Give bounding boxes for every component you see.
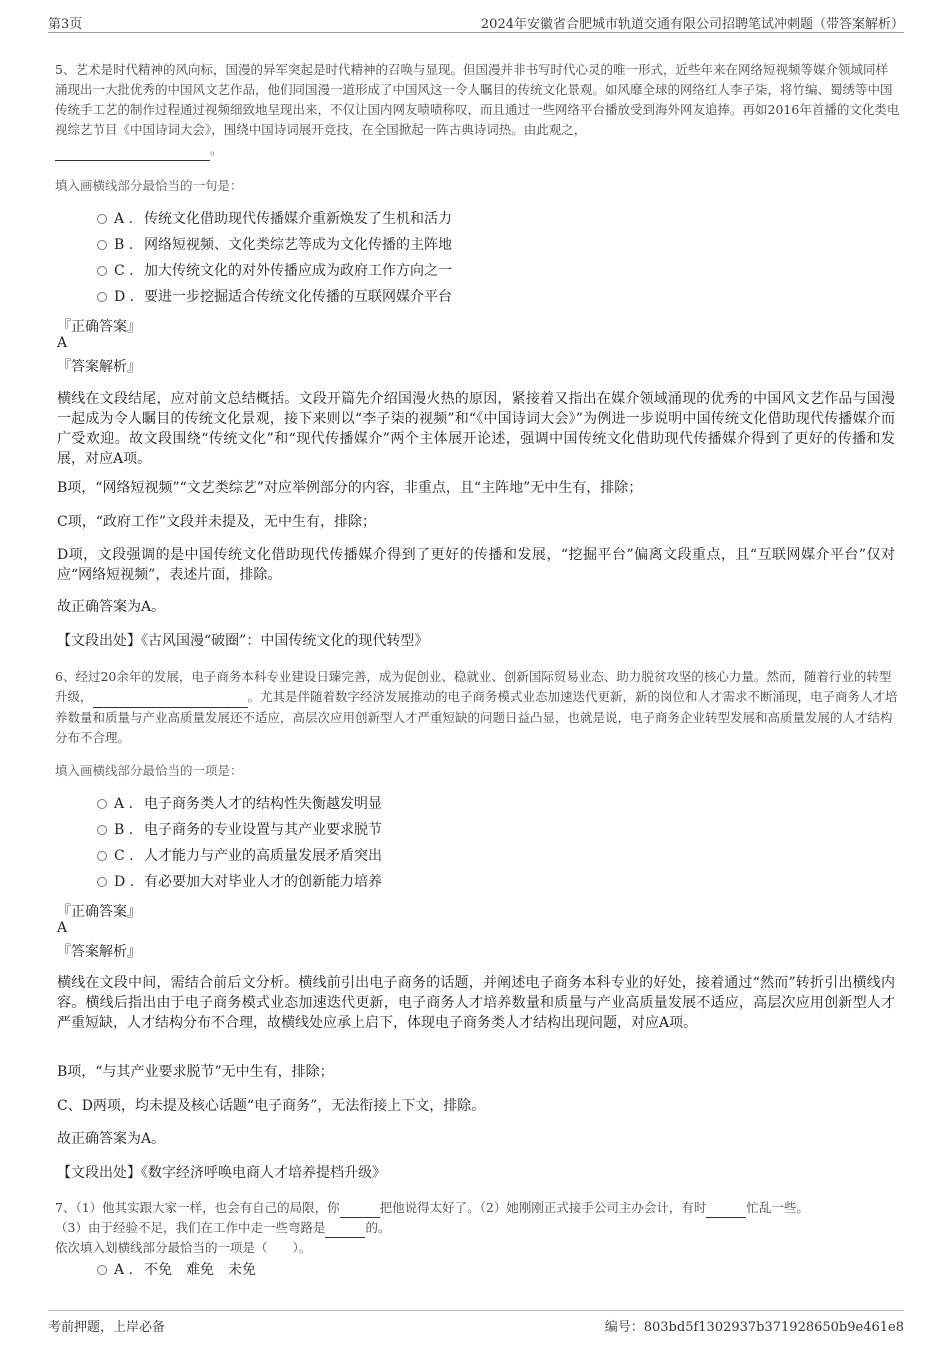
option-letter: B . (114, 237, 134, 253)
radio-icon[interactable] (97, 240, 107, 250)
document-title: 2024年安徽省合肥城市轨道交通有限公司招聘笔试冲刺题（带答案解析） (480, 17, 904, 32)
option-text: 有必要加大对毕业人才的创新能力培养 (144, 874, 382, 890)
analysis-paragraph: C项，“政府工作”文段并未提及，无中生有，排除； (57, 514, 377, 530)
analysis-paragraph: 横线在文段结尾，应对前文总结概括。文段开篇先介绍国漫火热的原因，紧接着又指出在媒介领域涌现的优秀的中国风文艺作品与国漫一起成为令人瞩目的传统文化景观，接下来则以“李子柒的视频”和“《中国诗词大会》”为例进一步说明中国传统文化借助现代传播媒介而广受欢迎。故文段围绕“传统文化”和“现代传播媒介”两个主体展开论述，强调中国传统文化借助现代传播媒介得到了更好的传播和发展，对应A项。 (57, 391, 895, 467)
option-b[interactable] (97, 820, 382, 840)
analysis-conclusion: 故正确答案为A。 (57, 599, 166, 615)
answer-blank (340, 1198, 380, 1218)
page-number: 第3页 (48, 17, 83, 32)
question-7-part: （3）由于经验不足，我们在工作中走一些弯路是 (55, 1220, 326, 1235)
page-header (48, 10, 904, 33)
radio-icon[interactable] (97, 1265, 107, 1275)
radio-icon[interactable] (97, 877, 107, 887)
radio-icon[interactable] (97, 851, 107, 861)
option-letter: B . (114, 822, 134, 838)
option-text: 人才能力与产业的高质量发展矛盾突出 (144, 848, 382, 864)
source-citation: 【文段出处】《数字经济呼唤电商人才培养提档升级》 (57, 1165, 386, 1181)
option-text: 电子商务的专业设置与其产业要求脱节 (144, 822, 382, 838)
option-c[interactable] (97, 261, 452, 281)
option-c[interactable] (97, 846, 382, 866)
radio-icon[interactable] (97, 799, 107, 809)
radio-icon[interactable] (97, 266, 107, 276)
question-7-text (55, 1198, 905, 1257)
question-7-part: 忙乱一些。 (746, 1200, 809, 1215)
analysis-paragraph: 横线在文段中间，需结合前后文分析。横线前引出电子商务的话题，并阐述电子商务本科专业的好处，接着通过“然而”转折引出横线内容。横线后指出由于电子商务模式业态加速迭代更新，电子商务人才培养数量和质量与产业高质量发展不适应，高层次应用创新型人才严重短缺，人才结构分布不合理，故横线处应承上启下，体现电子商务类人才结构出现问题，对应A项。 (57, 975, 895, 1031)
question-7-part: 的。 (365, 1220, 391, 1235)
question-5-body: 5、艺术是时代精神的风向标，国漫的异军突起是时代精神的召唤与显现。但国漫并非书写时代心灵的唯一形式，近些年来在网络短视频等媒介领域同样涌现出一大批优秀的中国风文艺作品，他们同国漫一道形成了中国风这一令人瞩目的传统文化景观。如风靡全球的网络红人李子柒，将竹编、蜀绣等中国传统手工艺的制作过程通过视频细致地呈现出来，不仅让国内网友啧啧称叹，而且通过一些网络平台播放受到海外网友追捧。再如2016年首播的文化类电视综艺节目《中国诗词大会》，围绕中国诗词展开竞技，在全国掀起一阵古典诗词热。由此观之， (55, 62, 900, 137)
question-7-part: 把他说得太好了。（2）她刚刚正式接手公司主办会计，有时 (379, 1200, 707, 1215)
analysis-paragraph: C、D两项，均未提及核心话题“电子商务”，无法衔接上下文，排除。 (57, 1098, 486, 1114)
option-letter: A . (114, 211, 134, 227)
answer-blank (55, 140, 210, 161)
analysis-paragraph: B项，“网络短视频”“文艺类综艺”对应举例部分的内容，非重点，且“主阵地”无中生有，排除； (57, 480, 643, 496)
page-footer (48, 1310, 904, 1335)
option-b[interactable] (97, 235, 452, 255)
option-text: 网络短视频、文化类综艺等成为文化传播的主阵地 (144, 237, 452, 253)
option-text: 传统文化借助现代传播媒介重新焕发了生机和活力 (144, 211, 452, 227)
answer-blank (325, 1218, 365, 1238)
correct-answer-label: 『正确答案』 (57, 904, 141, 920)
question-5-text (55, 60, 900, 161)
question-7-prompt: 依次填入划横线部分最恰当的一项是（ ）。 (55, 1240, 312, 1255)
option-text: 电子商务类人才的结构性失衡越发明显 (144, 796, 382, 812)
answer-blank (93, 687, 248, 708)
option-letter: D . (114, 874, 135, 890)
document-id: 编号：803bd5f1302937b371928650b9e461e8 (604, 1320, 904, 1335)
option-letter: C . (114, 848, 134, 864)
option-letter: D . (114, 289, 135, 305)
correct-answer-label: 『正确答案』 (57, 319, 141, 335)
option-d[interactable] (97, 872, 382, 892)
option-a[interactable] (97, 1260, 256, 1280)
question-6-body: 6、经过20余年的发展，电子商务本科专业建设日臻完善，成为促创业、稳就业、创新国际贸易业态、助力脱贫攻坚的核心力量。然而，随着行业的转型升级， (55, 669, 892, 704)
analysis-label: 『答案解析』 (57, 944, 141, 960)
question-6-text (55, 667, 900, 748)
question-7-part: 7、（1）他其实跟大家一样，也会有自己的局限，你 (55, 1200, 340, 1215)
correct-answer: A (57, 920, 68, 936)
radio-icon[interactable] (97, 214, 107, 224)
source-citation: 【文段出处】《古风国漫“破圈”：中国传统文化的现代转型》 (57, 633, 429, 649)
question-6-prompt: 填入画横线部分最恰当的一项是： (55, 763, 243, 778)
analysis-conclusion: 故正确答案为A。 (57, 1131, 166, 1147)
radio-icon[interactable] (97, 825, 107, 835)
question-5-prompt: 填入画横线部分最恰当的一句是： (55, 178, 243, 193)
radio-icon[interactable] (97, 292, 107, 302)
option-d[interactable] (97, 287, 452, 307)
option-text: 加大传统文化的对外传播应成为政府工作方向之一 (144, 263, 452, 279)
option-a[interactable] (97, 794, 382, 814)
analysis-paragraph: B项，“与其产业要求脱节”无中生有，排除； (57, 1064, 334, 1080)
answer-blank (706, 1198, 746, 1218)
analysis-label: 『答案解析』 (57, 359, 141, 375)
question-6-body-after: 。尤其是伴随着数字经济发展推动的电子商务模式业态加速迭代更新，新的岗位和人才需求不断涌现，电子商务人才培养数量和质量与产业高质量发展还不适应，高层次应用创新型人才严重短缺的问题日益凸显，也就是说，电子商务企业转型发展和高质量发展的人才结构分布不合理。 (55, 689, 898, 745)
option-letter: C . (114, 263, 134, 279)
option-text: 要进一步挖掘适合传统文化传播的互联网媒介平台 (144, 289, 452, 305)
question-5-tail: 。 (210, 142, 223, 157)
footer-slogan: 考前押题，上岸必备 (48, 1320, 166, 1335)
correct-answer: A (57, 335, 68, 351)
option-a[interactable] (97, 209, 452, 229)
option-letter: A . (114, 1262, 134, 1278)
analysis-paragraph: D项，文段强调的是中国传统文化借助现代传播媒介得到了更好的传播和发展，“挖掘平台”偏离文段重点，且“互联网媒介平台”仅对应“网络短视频”，表述片面，排除。 (57, 547, 895, 583)
option-text: 不免 难免 未免 (144, 1262, 256, 1278)
option-letter: A . (114, 796, 134, 812)
